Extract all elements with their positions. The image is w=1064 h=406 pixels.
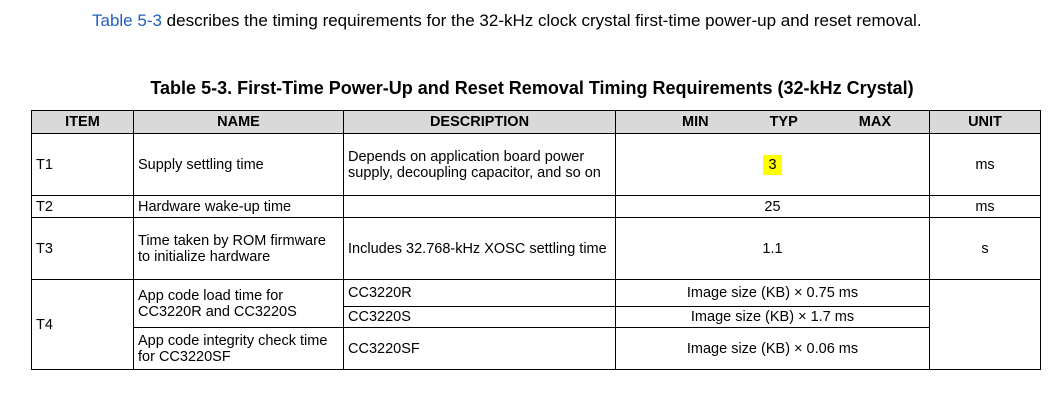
cell-name: Supply settling time bbox=[134, 134, 344, 196]
table-row bbox=[32, 280, 1041, 307]
cell-unit: ms bbox=[930, 134, 1041, 196]
header-description: DESCRIPTION bbox=[344, 111, 616, 134]
cell-description: CC3220R bbox=[344, 280, 616, 307]
highlighted-value: 3 bbox=[763, 155, 781, 175]
header-min-typ-max bbox=[616, 111, 930, 134]
cell-typ: Image size (KB) × 0.06 ms bbox=[616, 328, 930, 370]
cell-typ: Image size (KB) × 1.7 ms bbox=[616, 307, 930, 328]
timing-requirements-table bbox=[31, 110, 1041, 370]
header-name: NAME bbox=[134, 111, 344, 134]
table-header-row bbox=[32, 111, 1041, 134]
cell-typ: Image size (KB) × 0.75 ms bbox=[616, 280, 930, 307]
cell-unit bbox=[930, 280, 1041, 370]
table-row bbox=[32, 328, 1041, 370]
cell-typ: 1.1 bbox=[616, 218, 930, 280]
header-min: MIN bbox=[682, 114, 709, 130]
cell-name: Hardware wake-up time bbox=[134, 196, 344, 218]
header-item: ITEM bbox=[32, 111, 134, 134]
table-reference-link[interactable]: Table 5-3 bbox=[92, 11, 162, 30]
cell-typ: 25 bbox=[616, 196, 930, 218]
cell-description: Includes 32.768-kHz XOSC settling time bbox=[344, 218, 616, 280]
intro-paragraph bbox=[92, 9, 1042, 32]
cell-item: T4 bbox=[32, 280, 134, 370]
cell-description: Depends on application board power supply, decoupling capacitor, and so on bbox=[344, 134, 616, 196]
intro-text: describes the timing requirements for the 32-kHz clock crystal first-time power-up and reset removal. bbox=[161, 11, 922, 30]
table-row bbox=[32, 196, 1041, 218]
cell-unit: s bbox=[930, 218, 1041, 280]
table-row bbox=[32, 218, 1041, 280]
cell-name: Time taken by ROM firmware to initialize hardware bbox=[134, 218, 344, 280]
cell-description: CC3220S bbox=[344, 307, 616, 328]
table-caption: Table 5-3. First-Time Power-Up and Reset Removal Timing Requirements (32-kHz Crystal) bbox=[150, 78, 914, 98]
cell-item: T1 bbox=[32, 134, 134, 196]
cell-name: App code integrity check time for CC3220SF bbox=[134, 328, 344, 370]
header-max: MAX bbox=[858, 114, 891, 130]
cell-item: T3 bbox=[32, 218, 134, 280]
cell-name: App code load time for CC3220R and CC3220S bbox=[134, 280, 344, 328]
cell-description bbox=[344, 196, 616, 218]
cell-typ bbox=[616, 134, 930, 196]
cell-unit: ms bbox=[930, 196, 1041, 218]
cell-description: CC3220SF bbox=[344, 328, 616, 370]
header-typ: TYP bbox=[769, 114, 798, 130]
header-unit: UNIT bbox=[930, 111, 1041, 134]
table-row bbox=[32, 134, 1041, 196]
cell-item: T2 bbox=[32, 196, 134, 218]
